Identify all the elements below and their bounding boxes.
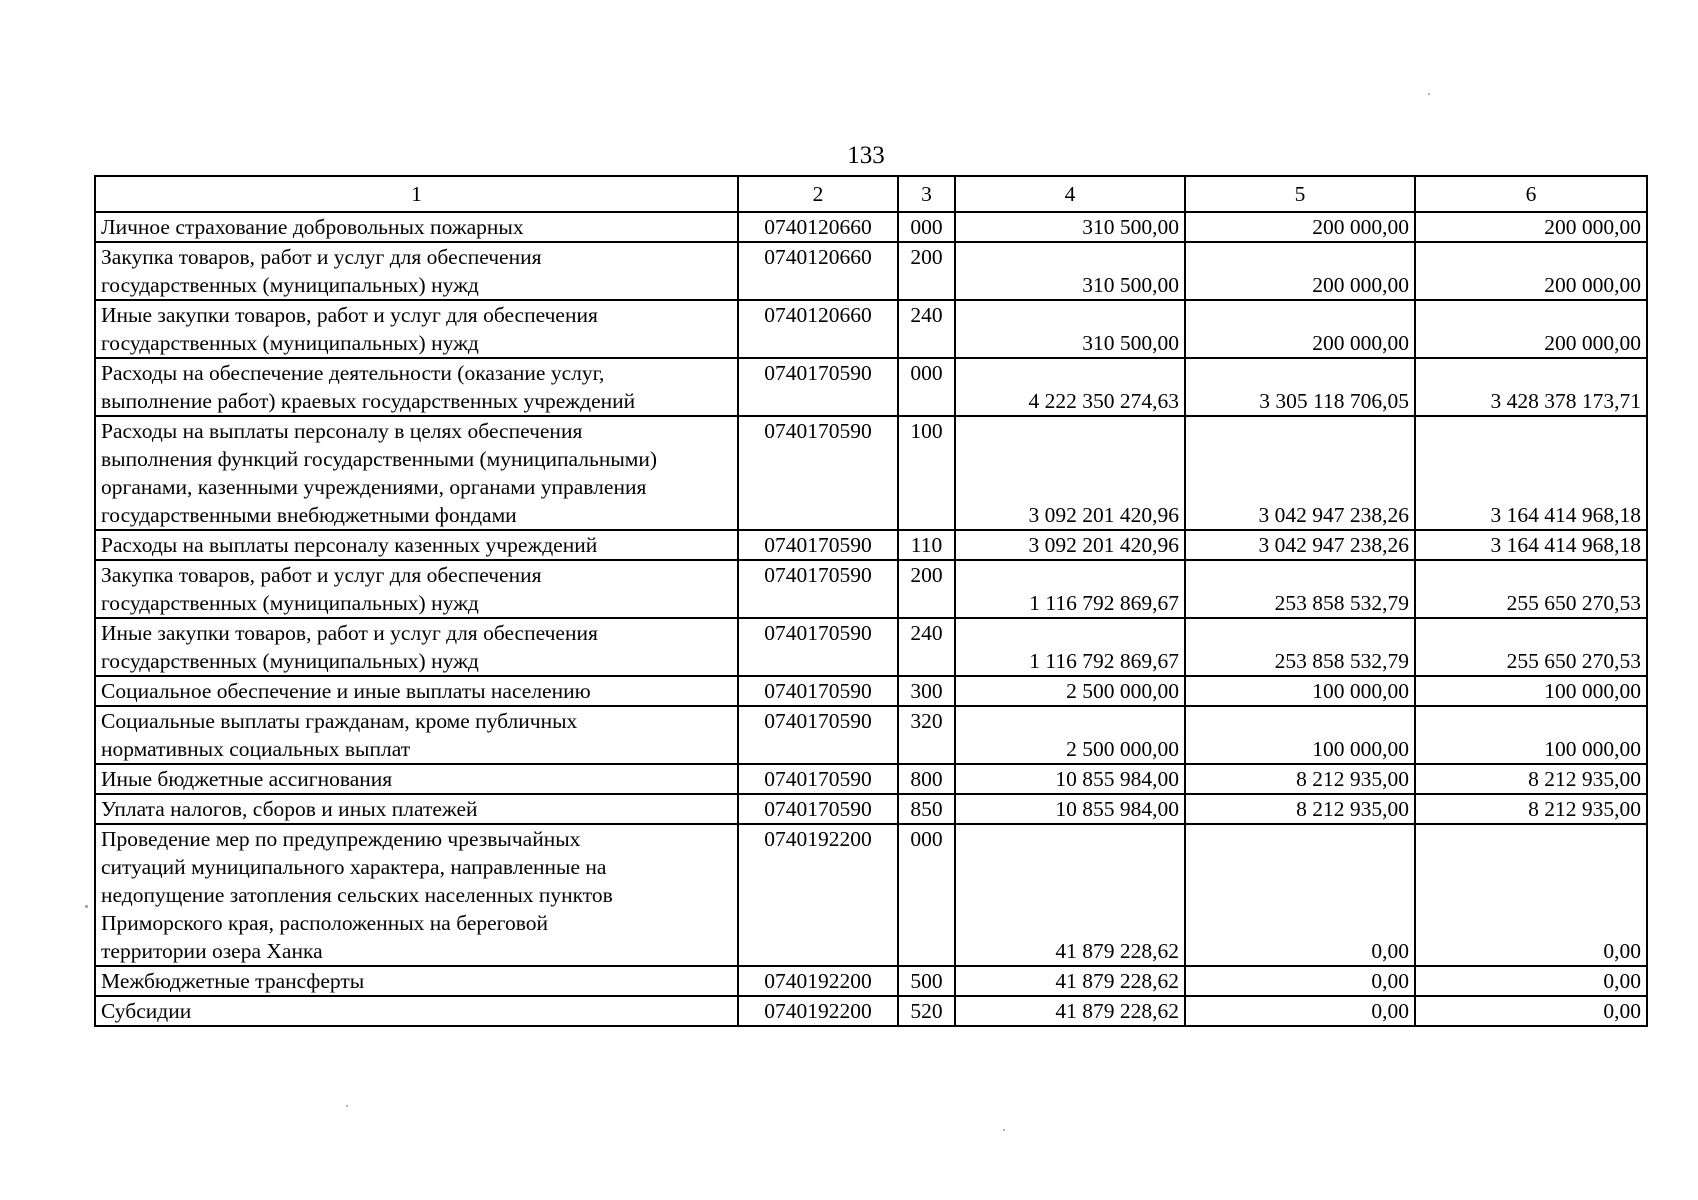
table-row <box>95 966 1647 996</box>
amount-col4-cell: 41 879 228,62 <box>955 966 1185 996</box>
amount-col6-cell: 3 164 414 968,18 <box>1415 416 1647 530</box>
expense-type-cell: 000 <box>898 212 955 242</box>
table-row <box>95 242 1647 300</box>
expense-name-line: Иные закупки товаров, работ и услуг для обеспечения <box>101 621 598 645</box>
amount-col5-cell: 8 212 935,00 <box>1185 794 1415 824</box>
amount-col5-cell: 200 000,00 <box>1185 212 1415 242</box>
scan-speck <box>1428 93 1430 95</box>
table-row <box>95 416 1647 530</box>
target-code-cell: 0740170590 <box>738 794 898 824</box>
amount-col6-cell: 100 000,00 <box>1415 676 1647 706</box>
expense-name-line: ситуаций муниципального характера, направленные на <box>101 855 607 879</box>
amount-col5-cell: 100 000,00 <box>1185 676 1415 706</box>
amount-col4-cell: 1 116 792 869,67 <box>955 618 1185 676</box>
amount-col5-cell: 200 000,00 <box>1185 242 1415 300</box>
amount-col4-cell: 310 500,00 <box>955 212 1185 242</box>
amount-col6-cell: 0,00 <box>1415 966 1647 996</box>
expense-type-cell: 200 <box>898 242 955 300</box>
amount-col5-cell: 0,00 <box>1185 996 1415 1026</box>
target-code-cell: 0740120660 <box>738 300 898 358</box>
expense-name-cell <box>95 300 738 358</box>
expense-name-line: Закупка товаров, работ и услуг для обеспечения <box>101 245 542 269</box>
expense-name-line: Уплата налогов, сборов и иных платежей <box>101 797 478 821</box>
expense-type-cell: 850 <box>898 794 955 824</box>
expense-type-cell: 000 <box>898 824 955 966</box>
expense-name-line: Закупка товаров, работ и услуг для обеспечения <box>101 563 542 587</box>
target-code-cell: 0740170590 <box>738 676 898 706</box>
amount-col6-cell: 200 000,00 <box>1415 212 1647 242</box>
table-row <box>95 560 1647 618</box>
expense-name-line: территории озера Ханка <box>101 939 323 963</box>
expense-name-cell <box>95 794 738 824</box>
amount-col5-cell: 253 858 532,79 <box>1185 618 1415 676</box>
expense-name-line: государственных (муниципальных) нужд <box>101 649 479 673</box>
expense-type-cell: 320 <box>898 706 955 764</box>
amount-col5-cell: 0,00 <box>1185 966 1415 996</box>
scan-speck <box>1003 1129 1005 1131</box>
expense-type-cell: 110 <box>898 530 955 560</box>
column-header-5: 5 <box>1185 176 1415 212</box>
expense-name-cell <box>95 530 738 560</box>
target-code-cell: 0740170590 <box>738 618 898 676</box>
column-header-1: 1 <box>95 176 738 212</box>
expense-name-line: Приморского края, расположенных на береговой <box>101 911 548 935</box>
expense-name-cell <box>95 966 738 996</box>
target-code-cell: 0740192200 <box>738 996 898 1026</box>
expense-type-cell: 500 <box>898 966 955 996</box>
amount-col6-cell: 200 000,00 <box>1415 300 1647 358</box>
expense-name-line: государственных (муниципальных) нужд <box>101 591 479 615</box>
target-code-cell: 0740120660 <box>738 212 898 242</box>
expense-name-cell <box>95 706 738 764</box>
target-code-cell: 0740170590 <box>738 416 898 530</box>
column-header-6: 6 <box>1415 176 1647 212</box>
expense-name-line: государственных (муниципальных) нужд <box>101 273 479 297</box>
column-header-4: 4 <box>955 176 1185 212</box>
amount-col5-cell: 3 305 118 706,05 <box>1185 358 1415 416</box>
amount-col4-cell: 3 092 201 420,96 <box>955 530 1185 560</box>
amount-col5-cell: 253 858 532,79 <box>1185 560 1415 618</box>
amount-col6-cell: 3 428 378 173,71 <box>1415 358 1647 416</box>
amount-col4-cell: 41 879 228,62 <box>955 996 1185 1026</box>
amount-col6-cell: 3 164 414 968,18 <box>1415 530 1647 560</box>
expense-name-line: Иные бюджетные ассигнования <box>101 767 393 791</box>
expense-name-line: нормативных социальных выплат <box>101 737 411 761</box>
column-header-3: 3 <box>898 176 955 212</box>
expense-name-cell <box>95 416 738 530</box>
page-number: 133 <box>847 142 885 169</box>
expense-name-line: Социальное обеспечение и иные выплаты населению <box>101 679 591 703</box>
expense-name-cell <box>95 358 738 416</box>
amount-col4-cell: 41 879 228,62 <box>955 824 1185 966</box>
amount-col4-cell: 2 500 000,00 <box>955 706 1185 764</box>
target-code-cell: 0740170590 <box>738 560 898 618</box>
table-row <box>95 300 1647 358</box>
table-row <box>95 824 1647 966</box>
amount-col4-cell: 10 855 984,00 <box>955 764 1185 794</box>
amount-col5-cell: 200 000,00 <box>1185 300 1415 358</box>
amount-col6-cell: 0,00 <box>1415 996 1647 1026</box>
expense-name-line: Личное страхование добровольных пожарных <box>101 215 524 239</box>
amount-col5-cell: 3 042 947 238,26 <box>1185 416 1415 530</box>
amount-col6-cell: 200 000,00 <box>1415 242 1647 300</box>
expense-name-line: выполнение работ) краевых государственных учреждений <box>101 389 636 413</box>
expense-name-cell <box>95 242 738 300</box>
table-row <box>95 764 1647 794</box>
target-code-cell: 0740170590 <box>738 764 898 794</box>
expense-name-cell <box>95 212 738 242</box>
amount-col6-cell: 255 650 270,53 <box>1415 618 1647 676</box>
table-row <box>95 676 1647 706</box>
amount-col5-cell: 8 212 935,00 <box>1185 764 1415 794</box>
expense-name-cell <box>95 676 738 706</box>
amount-col6-cell: 8 212 935,00 <box>1415 764 1647 794</box>
amount-col5-cell: 100 000,00 <box>1185 706 1415 764</box>
amount-col5-cell: 3 042 947 238,26 <box>1185 530 1415 560</box>
expense-name-cell <box>95 996 738 1026</box>
expense-name-line: государственных (муниципальных) нужд <box>101 331 479 355</box>
expense-type-cell: 000 <box>898 358 955 416</box>
budget-table <box>94 175 1648 1027</box>
expense-type-cell: 800 <box>898 764 955 794</box>
expense-type-cell: 300 <box>898 676 955 706</box>
expense-type-cell: 240 <box>898 618 955 676</box>
table-row <box>95 358 1647 416</box>
expense-name-line: Расходы на обеспечение деятельности (оказание услуг, <box>101 361 605 385</box>
expense-name-line: Расходы на выплаты персоналу в целях обеспечения <box>101 419 583 443</box>
expense-name-line: Иные закупки товаров, работ и услуг для обеспечения <box>101 303 598 327</box>
expense-name-line: выполнения функций государственными (муниципальными) <box>101 447 658 471</box>
table-row <box>95 706 1647 764</box>
scan-speck <box>346 1105 348 1107</box>
table-row <box>95 618 1647 676</box>
target-code-cell: 0740170590 <box>738 706 898 764</box>
amount-col4-cell: 2 500 000,00 <box>955 676 1185 706</box>
amount-col4-cell: 4 222 350 274,63 <box>955 358 1185 416</box>
expense-type-cell: 520 <box>898 996 955 1026</box>
amount-col6-cell: 8 212 935,00 <box>1415 794 1647 824</box>
target-code-cell: 0740170590 <box>738 530 898 560</box>
table-header-row <box>95 176 1647 212</box>
amount-col4-cell: 1 116 792 869,67 <box>955 560 1185 618</box>
amount-col6-cell: 0,00 <box>1415 824 1647 966</box>
amount-col5-cell: 0,00 <box>1185 824 1415 966</box>
amount-col4-cell: 310 500,00 <box>955 242 1185 300</box>
table-row <box>95 212 1647 242</box>
table-body <box>95 176 1647 1026</box>
amount-col4-cell: 10 855 984,00 <box>955 794 1185 824</box>
amount-col6-cell: 255 650 270,53 <box>1415 560 1647 618</box>
amount-col4-cell: 3 092 201 420,96 <box>955 416 1185 530</box>
expense-name-line: Социальные выплаты гражданам, кроме публичных <box>101 709 578 733</box>
column-header-2: 2 <box>738 176 898 212</box>
expense-name-line: Межбюджетные трансферты <box>101 969 365 993</box>
expense-name-line: Проведение мер по предупреждению чрезвычайных <box>101 827 581 851</box>
expense-name-cell <box>95 824 738 966</box>
expense-name-line: государственными внебюджетными фондами <box>101 503 517 527</box>
expense-type-cell: 100 <box>898 416 955 530</box>
table-row <box>95 996 1647 1026</box>
expense-name-line: Расходы на выплаты персоналу казенных учреждений <box>101 533 598 557</box>
target-code-cell: 0740192200 <box>738 824 898 966</box>
amount-col6-cell: 100 000,00 <box>1415 706 1647 764</box>
expense-name-cell <box>95 764 738 794</box>
table-row <box>95 794 1647 824</box>
expense-name-line: Субсидии <box>101 999 192 1023</box>
target-code-cell: 0740170590 <box>738 358 898 416</box>
expense-type-cell: 240 <box>898 300 955 358</box>
target-code-cell: 0740120660 <box>738 242 898 300</box>
scan-speck <box>85 905 88 908</box>
expense-name-line: органами, казенными учреждениями, органами управления <box>101 475 647 499</box>
table-row <box>95 530 1647 560</box>
target-code-cell: 0740192200 <box>738 966 898 996</box>
expense-name-cell <box>95 618 738 676</box>
expense-type-cell: 200 <box>898 560 955 618</box>
expense-name-line: недопущение затопления сельских населенных пунктов <box>101 883 613 907</box>
amount-col4-cell: 310 500,00 <box>955 300 1185 358</box>
expense-name-cell <box>95 560 738 618</box>
